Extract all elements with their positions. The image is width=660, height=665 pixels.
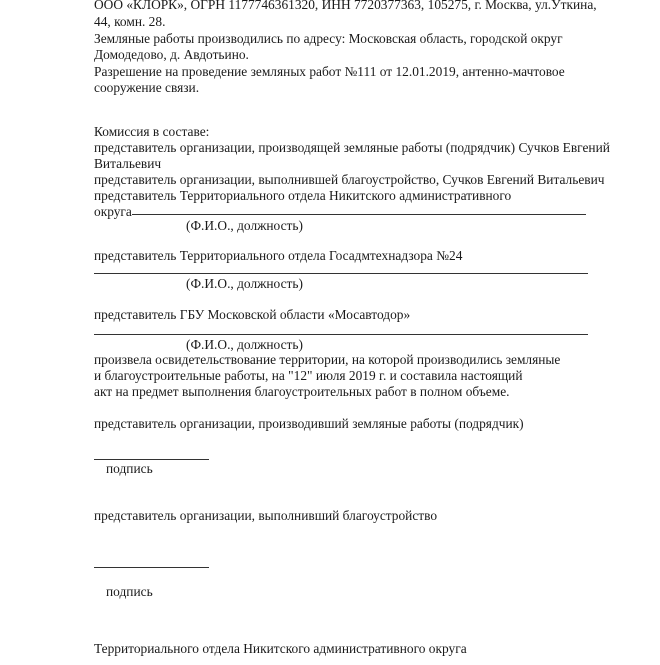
fio-hint-2: (Ф.И.О., должность) <box>186 276 303 291</box>
contractor-signature-label: представитель организации, производивший земляные работы (подрядчик) <box>94 416 524 431</box>
contractor-rep-line-1: представитель организации, производящей земляные работы (подрядчик) Сучков Евгений <box>94 140 610 155</box>
signature-hint-1: подпись <box>106 461 153 476</box>
contractor-rep-line-2: Витальевич <box>94 156 162 171</box>
fio-hint-3: (Ф.И.О., должность) <box>186 337 303 352</box>
landscaping-rep: представитель организации, выполнившей благоустройство, Сучков Евгений Витальевич <box>94 172 605 187</box>
org-details-line-1: ООО «КЛОРК», ОГРН 1177746361320, ИНН 7720377363, 105275, г. Москва, ул.Уткина, <box>94 0 597 12</box>
territorial-rep-line-1: представитель Территориального отдела Никитского административного <box>94 188 512 203</box>
signature-line-2 <box>94 567 209 568</box>
fio-blank-line-3 <box>94 334 588 335</box>
permit-line-1: Разрешение на проведение земляных работ №111 от 12.01.2019, антенно-мачтовое <box>94 64 565 79</box>
inspection-line-3: акт на предмет выполнения благоустроительных работ в полном объеме. <box>94 384 510 399</box>
fio-blank-line-2 <box>94 273 588 274</box>
territorial-signature-label: Территориального отдела Никитского административного округа <box>94 641 467 656</box>
permit-line-2: сооружение связи. <box>94 80 200 95</box>
works-address-line-2: Домодедово, д. Авдотьино. <box>94 47 249 62</box>
signature-hint-2: подпись <box>106 584 153 599</box>
inspection-line-1: произвела освидетельствование территории, на которой производились земляные <box>94 352 561 367</box>
landscaper-signature-label: представитель организации, выполнивший благоустройство <box>94 508 438 523</box>
inspection-line-2: и благоустроительные работы, на "12" июля 2019 г. и составила настоящий <box>94 368 523 383</box>
signature-line-1 <box>94 459 209 460</box>
org-details-line-2: 44, комн. 28. <box>94 14 166 29</box>
fio-blank-line-1 <box>132 214 586 215</box>
territorial-rep-line-2: округа <box>94 204 132 219</box>
fio-hint-1: (Ф.И.О., должность) <box>186 218 303 233</box>
works-address-line-1: Земляные работы производились по адресу: Московская область, городской округ <box>94 31 563 46</box>
commission-intro: Комиссия в составе: <box>94 124 210 139</box>
gbu-rep: представитель ГБУ Московской области «Мосавтодор» <box>94 307 411 322</box>
gosadm-rep: представитель Территориального отдела Госадмтехнадзора №24 <box>94 248 463 263</box>
